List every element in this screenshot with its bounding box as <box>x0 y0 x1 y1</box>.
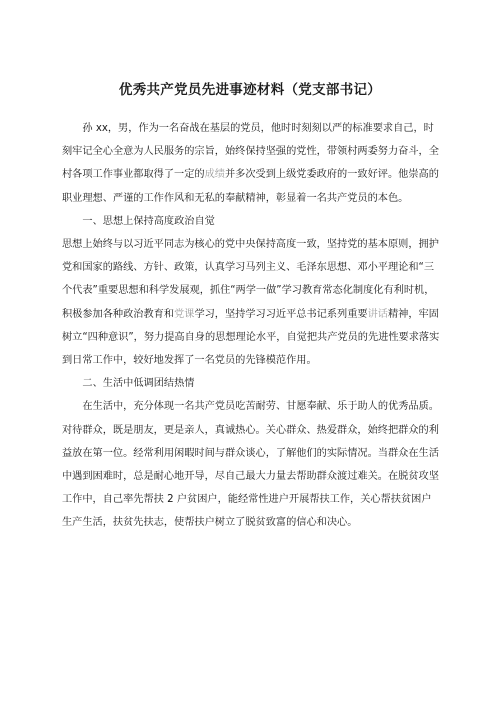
document-paragraph <box>62 372 440 395</box>
document-paragraph <box>62 210 440 233</box>
text-segment: 在生活中，充分体现一名共产党员吃苦耐劳、甘愿奉献、乐于助人的优秀品质。对待群众，既是朋友，更是亲人，真诚热心。关心群众、热爱群众，始终把群众的利益放在第一位。经常利用闲暇时间与群众谈心，了解他们的实际情况。当群众在生活中遇到困难时，总是耐心地开导，尽自己最大力量去帮助群众渡过难关。在脱贫攻坚工作中，自己率先帮扶 2 户贫困户，能经常性进户开展帮扶工作，关心帮扶贫困户生产生活，扶贫先扶志，使帮扶户树立了脱贫致富的信心和决心。 <box>62 401 439 529</box>
document-paragraph <box>62 395 440 534</box>
text-segment: 学习，坚持学习习近平总书记系列重要 <box>194 308 368 320</box>
text-segment: 并多次受到上级党委政府的一致好评。他崇高的职业理想、严谨的工作作风和无私的奉献精神，彰显着一名共产党员的本色。 <box>62 169 439 204</box>
document-paragraph <box>62 117 440 210</box>
faded-text-segment: 党课 <box>174 308 195 320</box>
faded-text-segment: 讲话 <box>367 308 388 320</box>
faded-text-segment: 成绩 <box>204 169 225 181</box>
document-body <box>62 117 440 535</box>
document-paragraph <box>62 233 440 372</box>
text-segment: 孙 xx，男，作为一名奋战在基层的党员，他时时刻刻以严的标准要求自己，时刻牢记全心全意为人民服务的宗旨，始终保持坚强的党性，带领村两委努力奋斗，全村各项工作事业都取得了一定的 <box>62 123 439 181</box>
document-title: 优秀共产党员先进事迹材料（党支部书记） <box>118 82 382 98</box>
text-segment: 二、生活中低调团结热情 <box>82 378 195 390</box>
text-segment: 一、思想上保持高度政治自觉 <box>82 215 215 227</box>
text-segment: 思想上始终与以习近平同志为核心的党中央保持高度一致，坚持党的基本原则，拥护党和国家的路线、方针、政策，认真学习马列主义、毛泽东思想、邓小平理论和“三个代表”重要思想和科学发展观，抓住“两学一做”学习教育常态化制度化有利时机，积极参加各种政治教育和 <box>62 239 439 320</box>
text-segment: 精神，牢固树立“四种意识”，努力提高自身的思想理论水平，自觉把共产党员的先进性要求落实到日常工作中，较好地发挥了一名党员的先锋模范作用。 <box>62 308 440 367</box>
